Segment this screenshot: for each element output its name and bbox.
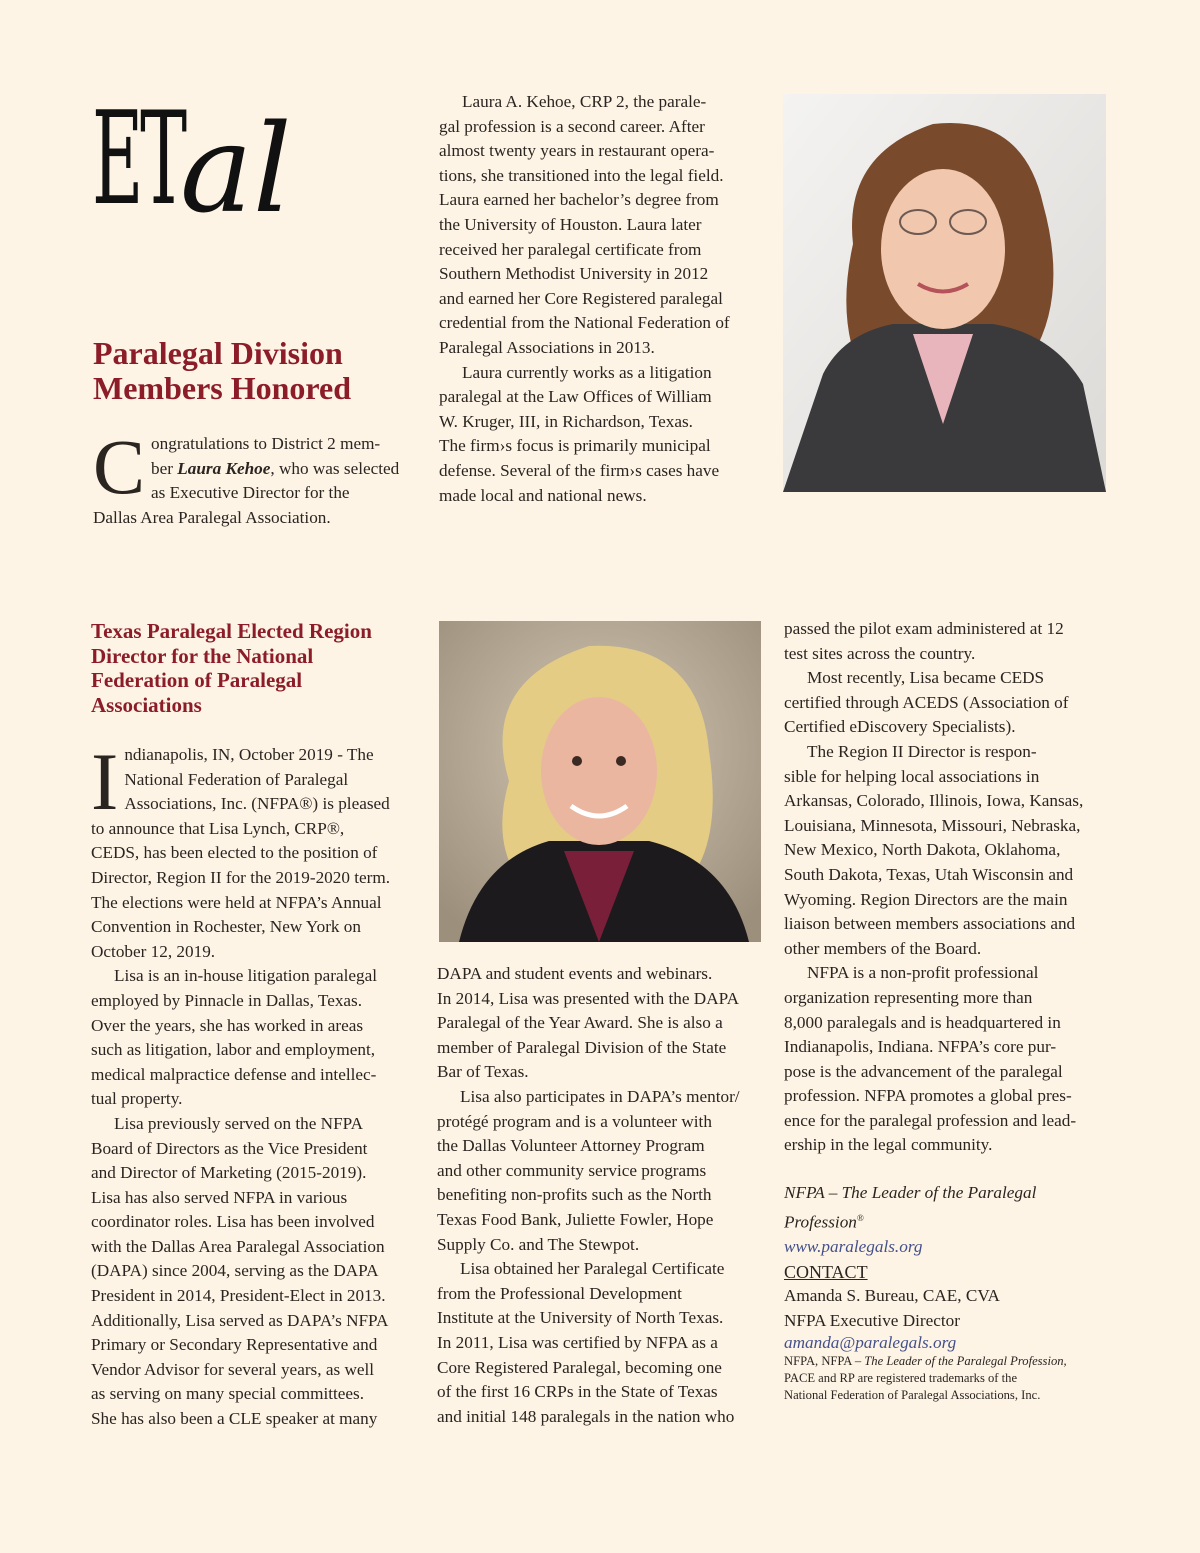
article2-dropcap: I [91,736,119,827]
text-line: Core Registered Paralegal, becoming one [437,1357,722,1377]
text-line: coordinator roles. Lisa has been involved [91,1212,375,1232]
article1-dropcap: C [93,423,146,510]
article1-intro [93,423,423,530]
text-line: Board of Directors as the Vice President [91,1138,368,1158]
tagline-text: Profession [784,1212,857,1232]
text-line: medical malpractice defense and intellec- [91,1064,377,1084]
text-line: other members of the Board. [784,938,982,958]
text-line: In 2014, Lisa was presented with the DAPA [437,988,740,1008]
text-line: the University of Houston. Laura later [439,214,702,234]
text-line: almost twenty years in restaurant opera- [439,141,715,161]
text-line: Lisa obtained her Paralegal Certificate [460,1259,725,1279]
text-line: organization representing more than [784,987,1033,1007]
text-line: employed by Pinnacle in Dallas, Texas. [91,990,363,1010]
text-line: protégé program and is a volunteer with [437,1111,712,1131]
text-line: Vendor Advisor for several years, as well [91,1359,375,1379]
intro-text: ber [151,458,178,478]
text-line: South Dakota, Texas, Utah Wisconsin and [784,864,1074,884]
et-al-logo-al: al [180,98,292,240]
article2-title-line: Federation of Paralegal [91,668,303,693]
text-line: and initial 148 paralegals in the nation who [437,1406,735,1426]
text-line: Texas Food Bank, Juliette Fowler, Hope [437,1209,714,1229]
text-line: October 12, 2019. [91,941,216,961]
text-line: tions, she transitioned into the legal field. [439,165,724,185]
text-line: member of Paralegal Division of the State [437,1037,727,1057]
text-line: and other community service programs [437,1160,707,1180]
text-line: gal profession is a second career. After [439,116,705,136]
text-line: Associations, Inc. (NFPA®) is pleased [124,794,390,814]
text-line: President in 2014, President-Elect in 2013. [91,1286,386,1306]
article1-title-line1: Paralegal Division [93,335,343,371]
text-line: with the Dallas Area Paralegal Association [91,1236,385,1256]
text-line: CEDS, has been elected to the position of [91,843,378,863]
laura-kehoe-photo [783,94,1106,492]
text-line: Lisa also participates in DAPA’s mentor/ [460,1086,740,1106]
text-line: Laura currently works as a litigation [462,362,712,382]
text-line: to announce that Lisa Lynch, CRP®, [91,818,345,838]
trademark-notice [784,1353,1114,1404]
tagline-line [784,1206,1114,1235]
text-line: credential from the National Federation of [439,313,730,333]
trademark-line: PACE and RP are registered trademarks of the [784,1371,1018,1386]
article2-column-3 [784,617,1114,1158]
et-al-logo-et: ET [92,85,184,234]
text-line: Institute at the University of North Texas. [437,1308,724,1328]
text-line: Indianapolis, Indiana. NFPA’s core pur- [784,1037,1057,1057]
text-line: NFPA is a non-profit professional [807,963,1039,983]
article1-column [439,90,769,508]
article2-title-line: Associations [91,692,202,717]
text-line: Louisiana, Minnesota, Missouri, Nebraska, [784,815,1081,835]
article2-column-2 [437,962,767,1429]
article1-title [93,336,413,406]
text-line: paralegal at the Law Offices of William [439,387,712,407]
text-line: DAPA and student events and webinars. [437,964,713,983]
text-line: test sites across the country. [784,643,976,663]
contact-block [784,1181,1114,1404]
text-line: and earned her Core Registered paralegal [439,288,723,308]
registered-mark: ® [856,1212,864,1223]
text-line: Arkansas, Colorado, Illinois, Iowa, Kansas, [784,791,1084,811]
website-link[interactable]: www.paralegals.org [784,1236,923,1256]
text-line: of the first 16 CRPs in the State of Texas [437,1382,718,1402]
text-line: Lisa has also served NFPA in various [91,1187,348,1207]
text-line: Director, Region II for the 2019-2020 term. [91,867,391,887]
text-line: the Dallas Volunteer Attorney Program [437,1136,705,1156]
text-line: Certified eDiscovery Specialists). [784,717,1016,737]
text-line: benefiting non-profits such as the North [437,1185,712,1205]
text-line: ership in the legal community. [784,1135,993,1155]
text-line: Wyoming. Region Directors are the main [784,889,1068,909]
article2-column-1 [91,736,426,1432]
text-line: ndianapolis, IN, October 2019 - The [124,745,374,764]
text-line: In 2011, Lisa was certified by NFPA as a [437,1332,718,1352]
text-line: Laura A. Kehoe, CRP 2, the parale- [462,92,707,111]
text-line: 8,000 paralegals and is headquartered in [784,1012,1061,1032]
text-line: Southern Methodist University in 2012 [439,264,709,284]
text-line: The Region II Director is respon- [807,741,1037,761]
tagline-line: NFPA – The Leader of the Paralegal [784,1183,1037,1202]
trademark-line: National Federation of Paralegal Associations, Inc. [784,1388,1041,1403]
intro-line: as Executive Director for the [151,483,350,503]
contact-name: Amanda S. Bureau, CAE, CVA [784,1286,1000,1306]
text-line: liaison between members associations and [784,914,1076,934]
text-line: The elections were held at NFPA’s Annual [91,892,382,912]
trademark-text: NFPA, NFPA – [784,1354,865,1369]
contact-email-link[interactable]: amanda@paralegals.org [784,1333,957,1353]
trademark-line [784,1353,1114,1370]
text-line: Lisa is an in-house litigation paralegal [114,966,377,986]
text-line: (DAPA) since 2004, serving as the DAPA [91,1261,379,1281]
text-line: certified through ACEDS (Association of [784,692,1069,712]
intro-text: , who was selected [270,458,400,478]
text-line: Bar of Texas. [437,1062,529,1082]
text-line: defense. Several of the firm›s cases have [439,460,720,480]
text-line: and Director of Marketing (2015-2019). [91,1163,367,1183]
contact-heading: CONTACT [784,1261,868,1282]
text-line: Convention in Rochester, New York on [91,917,361,937]
text-line: Paralegal Associations in 2013. [439,337,655,357]
text-line: as serving on many special committees. [91,1384,365,1404]
text-line: Laura earned her bachelor’s degree from [439,190,719,210]
text-line: National Federation of Paralegal [124,769,349,789]
text-line: Supply Co. and The Stewpot. [437,1234,640,1254]
text-line: pose is the advancement of the paralegal [784,1061,1063,1081]
article2-title-line: Director for the National [91,643,314,668]
text-line: Paralegal of the Year Award. She is also a [437,1013,723,1033]
text-line: made local and national news. [439,485,647,505]
text-line: such as litigation, labor and employment, [91,1040,376,1060]
lisa-lynch-photo [439,621,761,942]
text-line: Most recently, Lisa became CEDS [807,668,1045,688]
text-line: from the Professional Development [437,1283,682,1303]
text-line: W. Kruger, III, in Richardson, Texas. [439,411,693,431]
text-line: ence for the paralegal profession and lead- [784,1110,1077,1130]
text-line: sible for helping local associations in [784,766,1040,786]
text-line: Primary or Secondary Representative and [91,1335,378,1355]
text-line: passed the pilot exam administered at 12 [784,619,1064,638]
text-line: received her paralegal certificate from [439,239,702,259]
text-line: She has also been a CLE speaker at many [91,1409,378,1429]
article2-title-line: Texas Paralegal Elected Region [91,619,372,643]
text-line: profession. NFPA promotes a global pres- [784,1086,1072,1106]
intro-name: Laura Kehoe [177,458,271,478]
contact-title: NFPA Executive Director [784,1310,960,1330]
text-line: New Mexico, North Dakota, Oklahoma, [784,840,1061,860]
intro-line: Dallas Area Paralegal Association. [93,507,331,527]
text-line: tual property. [91,1089,183,1109]
text-line: Lisa previously served on the NFPA [114,1113,364,1133]
intro-line: ongratulations to District 2 mem- [151,434,381,453]
trademark-italic: The Leader of the Paralegal Profession, [864,1354,1067,1369]
article1-title-line2: Members Honored [93,370,352,406]
text-line: Over the years, she has worked in areas [91,1015,364,1035]
article2-title [91,619,421,717]
text-line: The firm›s focus is primarily municipal [439,436,711,456]
text-line: Additionally, Lisa served as DAPA’s NFPA [91,1310,389,1330]
